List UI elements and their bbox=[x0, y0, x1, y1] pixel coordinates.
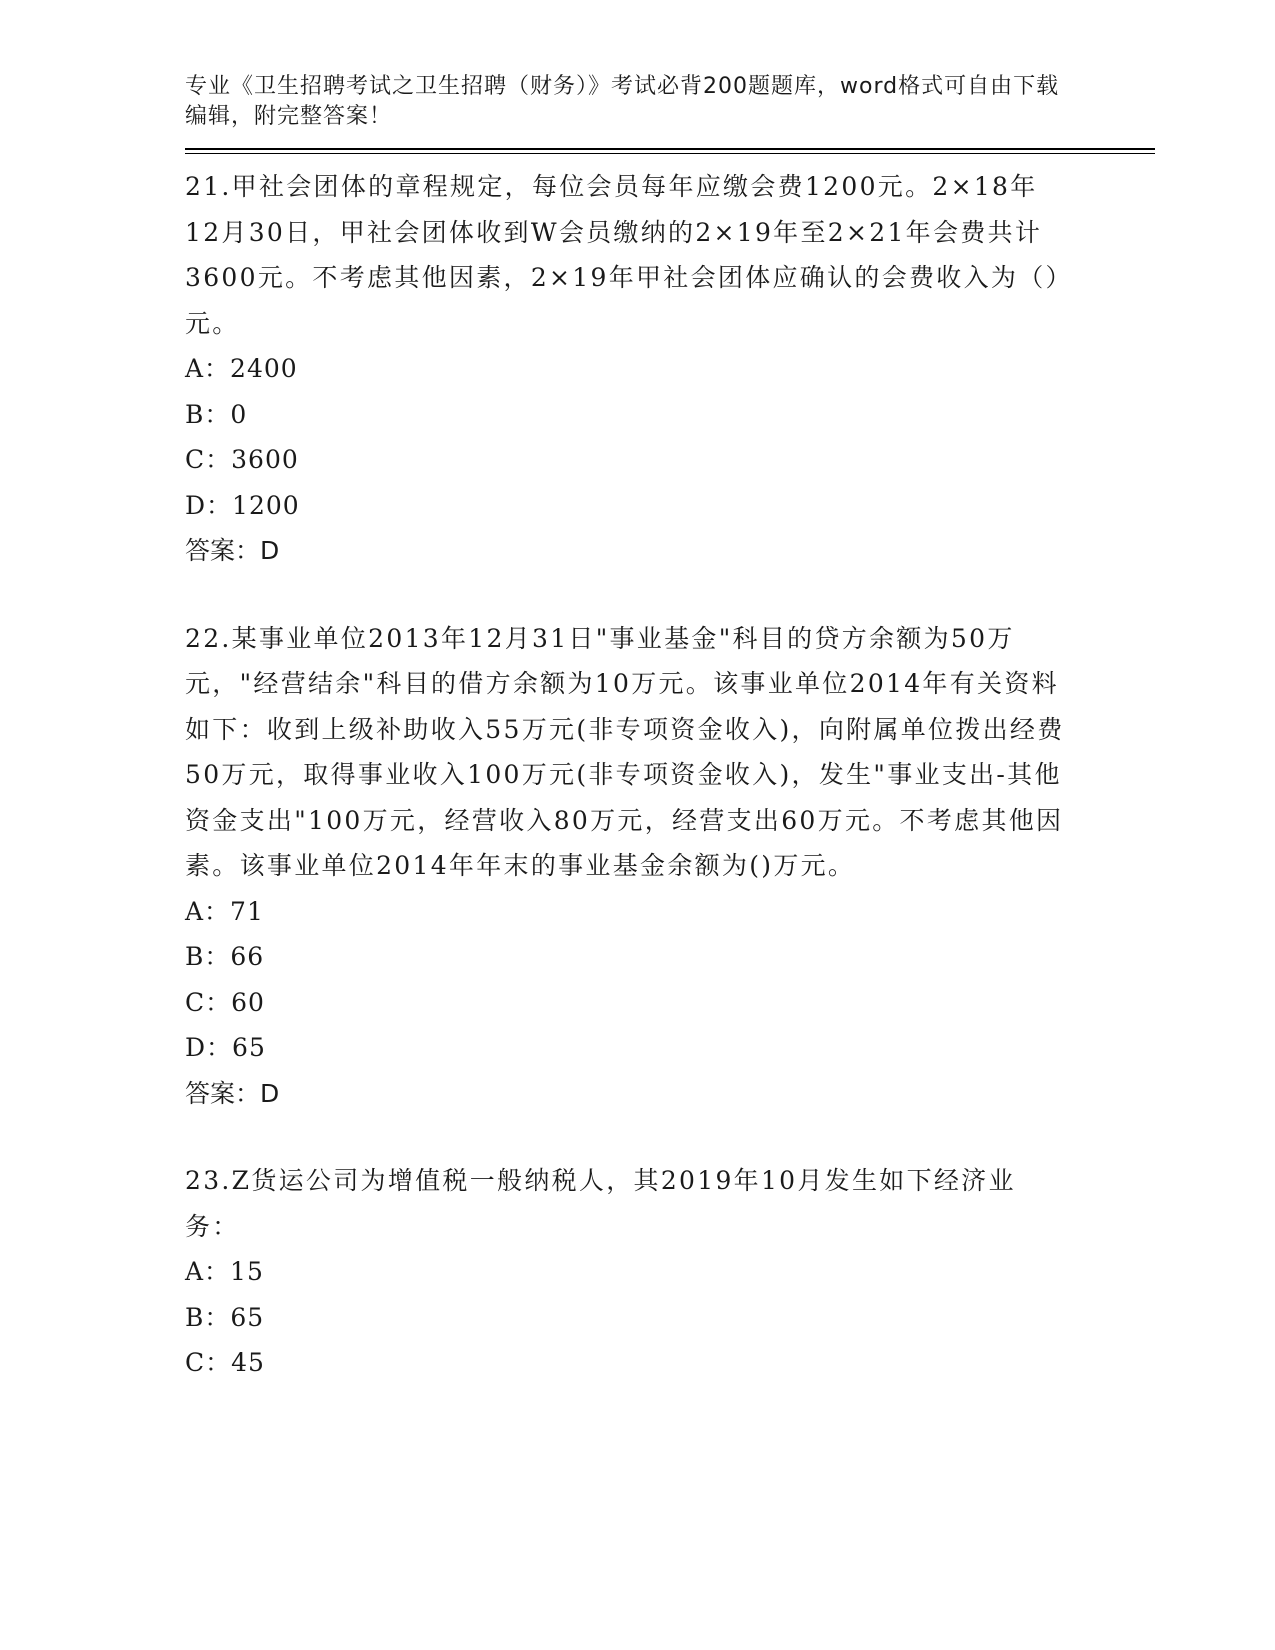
option-a: A：15 bbox=[185, 1257, 264, 1286]
question-22 bbox=[185, 616, 1155, 1117]
question-stem: 21.甲社会团体的章程规定，每位会员每年应缴会费1200元。2×18年12月30日，甲社会团体收到W会员缴纳的2×19年至2×21年会费共计3600元。不考虑其他因素，2×19年甲社会团体应确认的会费收入为（）元。 bbox=[185, 172, 1061, 338]
option-a: A：71 bbox=[185, 896, 264, 926]
question-21 bbox=[185, 164, 1155, 574]
question-23 bbox=[185, 1158, 1155, 1386]
option-c: C：60 bbox=[185, 987, 265, 1017]
question-stem: 23.Z货运公司为增值税一般纳税人，其2019年10月发生如下经济业务： bbox=[185, 1166, 1016, 1241]
option-d: D：1200 bbox=[185, 490, 300, 520]
option-d: D：65 bbox=[185, 1033, 266, 1062]
question-stem: 22.某事业单位2013年12月31日"事业基金"科目的贷方余额为50万元，"经营结余"科目的借方余额为10万元。该事业单位2014年有关资料如下：收到上级补助收入55万元(非专项资金收入)，向附属单位拨出经费50万元，取得事业收入100万元(非专项资金收入)，发生"事业支出-其他资金支出"100万元，经营收入80万元，经营支出60万元。不考虑其他因素。该事业单位2014年年末的事业基金余额为()万元。 bbox=[185, 623, 1065, 880]
answer-line: 答案：D bbox=[185, 1078, 280, 1108]
option-a: A：2400 bbox=[185, 354, 298, 383]
document-header: 专业《卫生招聘考试之卫生招聘（财务）》考试必背200题题库，word格式可自由下载编辑，附完整答案！ bbox=[185, 74, 1060, 129]
answer-line: 答案：D bbox=[185, 536, 280, 565]
option-b: B：66 bbox=[185, 942, 265, 971]
option-b: B：0 bbox=[185, 399, 248, 429]
option-c: C：3600 bbox=[185, 445, 299, 474]
document-page bbox=[185, 72, 1155, 1386]
option-b: B：65 bbox=[185, 1302, 265, 1332]
option-c: C：45 bbox=[185, 1348, 265, 1377]
header-divider bbox=[185, 148, 1155, 154]
